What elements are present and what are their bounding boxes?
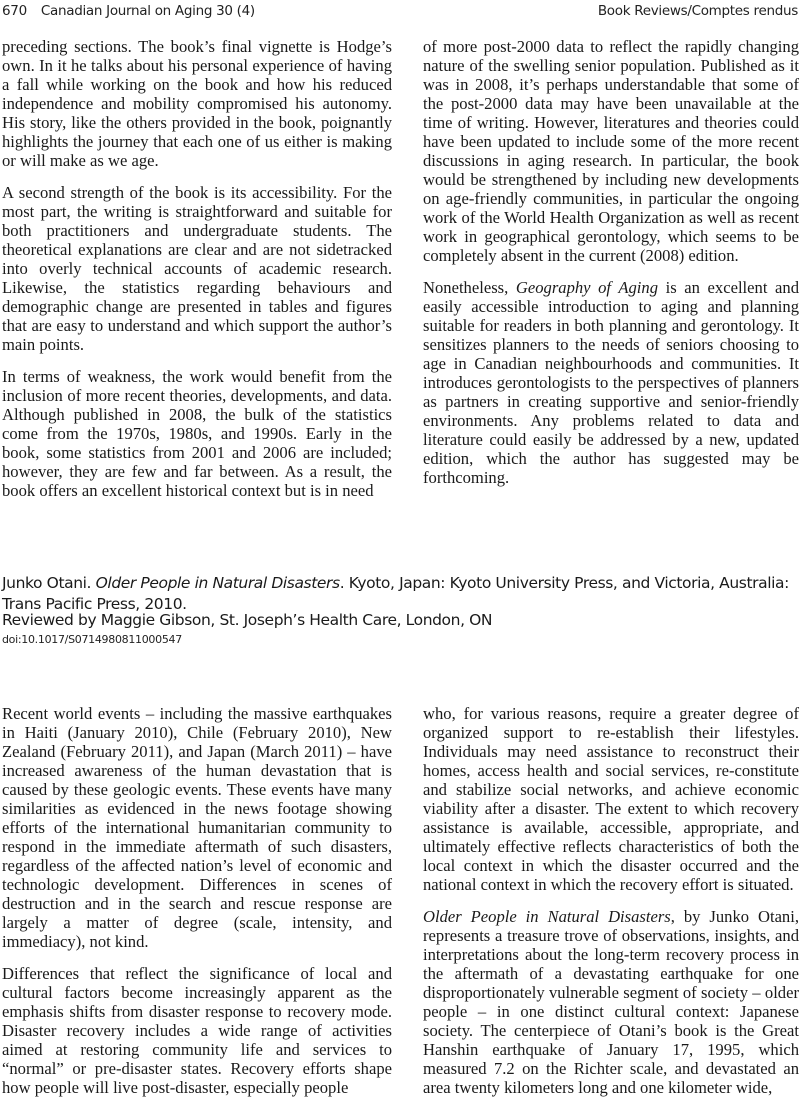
left-column bbox=[2, 37, 392, 500]
text-run: Nonetheless, bbox=[423, 278, 516, 297]
right-column bbox=[423, 37, 799, 487]
book-publisher: . Kyoto, Japan: Kyoto University Press, and Victoria, Australia: Trans Pacific Press, 2010. bbox=[2, 574, 789, 613]
book-citation bbox=[2, 573, 792, 614]
paragraph: A second strength of the book is its accessibility. For the most part, the writing is straightforward and suitable for both practitioners and undergraduate students. The theoretical explanations are clear and are not sidetracked into overly technical accounts of academic research. Likewise, the statistics regarding behaviours and demographic change are presented in tables and figures that are easy to understand and which support the author’s main points. bbox=[2, 183, 392, 354]
reviewer-line: Reviewed by Maggie Gibson, St. Joseph’s Health Care, London, ON bbox=[2, 611, 493, 629]
paragraph: who, for various reasons, require a greater degree of organized support to re-establish their lifestyles. Individuals may need assistance to reconstruct their homes, access health and social services, re-constitute and stabilize social networks, and achieve economic viability after a disaster. The extent to which recovery assistance is available, accessible, appropriate, and ultimately effective reflects characteristics of both the local context in which the disaster occurred and the national context in which the recovery effort is situated. bbox=[423, 704, 799, 894]
running-head-left bbox=[2, 3, 269, 19]
page-number: 670 bbox=[2, 3, 27, 19]
paragraph bbox=[423, 278, 799, 487]
paragraph: of more post-2000 data to reflect the rapidly changing nature of the swelling senior population. Published as it was in 2008, it’s perhaps understandable that some of the post-2000 data may have been unavailable at the time of writing. However, literatures and theories could have been updated to include some of the more recent discussions in aging research. In particular, the book would be strengthened by including new developments on age-friendly communities, in particular the ongoing work of the World Health Organization as well as recent work in geographical gerontology, which seems to be completely absent in the current (2008) edition. bbox=[423, 37, 799, 265]
running-head bbox=[2, 1, 798, 21]
book-title-italic: Older People in Natural Disasters bbox=[423, 907, 671, 926]
paragraph: In terms of weakness, the work would benefit from the inclusion of more recent theories, developments, and data. Although published in 2008, the bulk of the statistics come from the 1970s, 1980s, and 1990s. Early in the book, some statistics from 2001 and 2006 are included; however, they are few and far between. As a result, the book offers an excellent historical context but is in need bbox=[2, 367, 392, 500]
right-column bbox=[423, 704, 799, 1097]
paragraph bbox=[423, 907, 799, 1097]
book-title: Older People in Natural Disasters bbox=[95, 574, 340, 592]
text-run: is an excellent and easily accessible introduction to aging and planning suitable for readers in both planning and gerontology. It sensitizes planners to the needs of seniors choosing to age in Canadian neighbourhoods and communities. It introduces gerontologists to the perspectives of planners as partners in creating supportive and senior-friendly environments. Any problems related to data and literature could easily be addressed by a new, updated edition, which the author has suggested may be forthcoming. bbox=[423, 278, 800, 487]
journal-title: Canadian Journal on Aging 30 (4) bbox=[40, 3, 255, 19]
book-title-italic: Geography of Aging bbox=[515, 278, 658, 297]
section-title: Book Reviews/Comptes rendus bbox=[597, 3, 798, 19]
paragraph: Differences that reflect the significance of local and cultural factors become increasingly apparent as the emphasis shifts from disaster response to recovery mode. Disaster recovery includes a wide range of activities aimed at restoring community life and services to “normal” or pre-disaster states. Recovery efforts shape how people will live post-disaster, especially people bbox=[2, 964, 392, 1097]
book-author: Junko Otani. bbox=[2, 574, 96, 592]
paragraph: Recent world events – including the massive earthquakes in Haiti (January 2010), Chile (February 2010), New Zealand (February 2011), and Japan (March 2011) – have increased awareness of the human devastation that is caused by these geologic events. These events have many similarities as evidenced in the news footage showing efforts of the international humanitarian community to respond in the immediate aftermath of such disasters, regardless of the affected nation’s level of economic and technologic development. Differences in scenes of destruction and in the search and rescue response are largely a matter of degree (scale, intensity, and immediacy), not kind. bbox=[2, 704, 392, 951]
left-column bbox=[2, 704, 392, 1097]
text-run: , by Junko Otani, represents a treasure trove of observations, insights, and interpretations about the long-term recovery process in the aftermath of a devastating earthquake for one disproportionately vulnerable segment of society – older people – in one distinct cultural context: Japanese society. The centerpiece of Otani’s book is the Great Hanshin earthquake of January 17, 1995, which measured 7.2 on the Richter scale, and devastated an area twenty kilometers long and one kilometer wide, bbox=[423, 907, 799, 1097]
paragraph: preceding sections. The book’s final vignette is Hodge’s own. In it he talks about his personal experience of having a fall while working on the book and how his reduced independence and mobility compromised his autonomy. His story, like the others provided in the book, poignantly highlights the journey that each one of us either is making or will make as we age. bbox=[2, 37, 392, 170]
doi-link[interactable]: doi:10.1017/S0714980811000547 bbox=[2, 633, 182, 646]
